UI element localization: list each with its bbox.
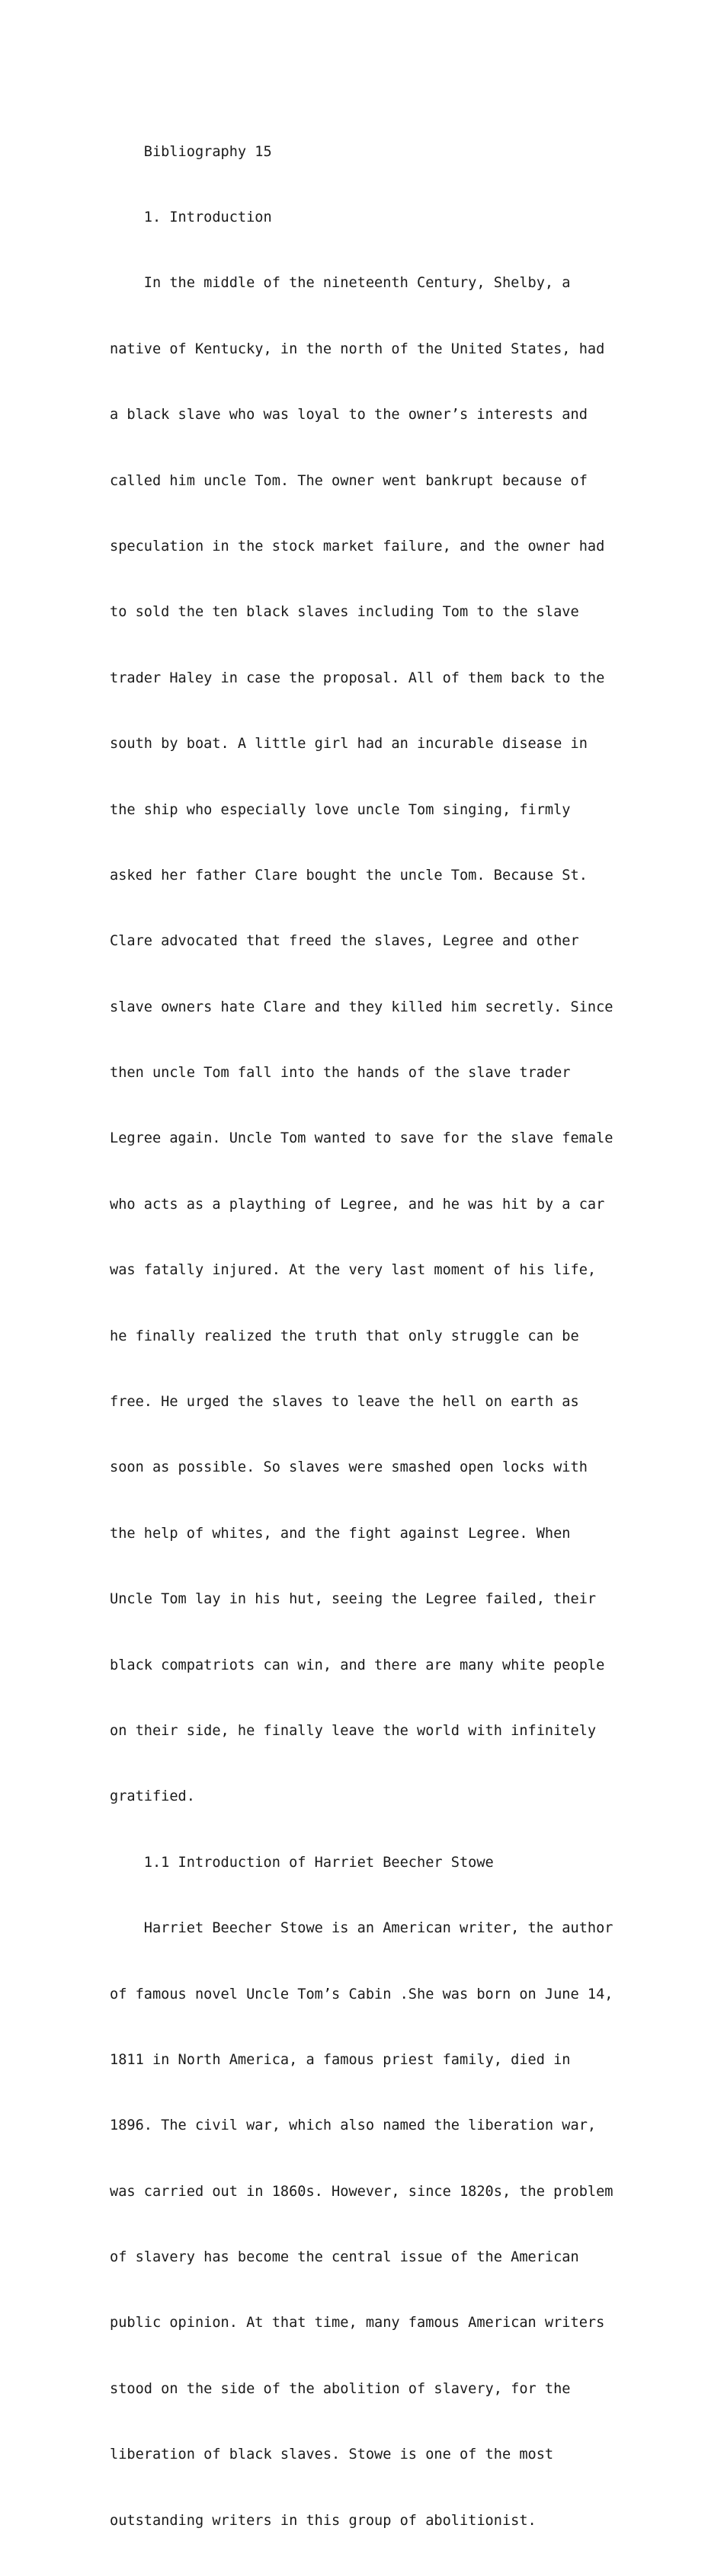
bibliography-heading: Bibliography 15 — [110, 143, 272, 160]
paragraph-line: who acts as a plaything of Legree, and he was hit by a car — [110, 1196, 605, 1213]
paragraph-line: outstanding writers in this group of abolitionist. — [110, 2512, 537, 2529]
paragraph-line: liberation of black slaves. Stowe is one of the most — [110, 2447, 554, 2463]
paragraph-line: he finally realized the truth that only struggle can be — [110, 1328, 579, 1344]
paragraph-line: public opinion. At that time, many famous American writers — [110, 2315, 605, 2332]
paragraph-line: Harriet Beecher Stowe is an American writer, the author — [110, 1920, 613, 1937]
paragraph-line: 1811 in North America, a famous priest family, died in — [110, 2051, 571, 2068]
paragraph-line: the help of whites, and the fight against Legree. When — [110, 1525, 571, 1542]
paragraph-line: was fatally injured. At the very last moment of his life, — [110, 1262, 597, 1279]
section-heading-introduction: 1. Introduction — [110, 209, 272, 225]
document-body — [110, 97, 620, 2576]
paragraph-line: called him uncle Tom. The owner went bankrupt because of — [110, 472, 588, 489]
paragraph-line: black compatriots can win, and there are many white people — [110, 1657, 605, 1673]
paragraph-line: Clare advocated that freed the slaves, Legree and other — [110, 933, 579, 950]
paragraph-line: to sold the ten black slaves including Tom to the slave — [110, 604, 579, 621]
paragraph-line: trader Haley in case the proposal. All of them back to the — [110, 670, 605, 686]
paragraph-line: soon as possible. So slaves were smashed open locks with — [110, 1459, 588, 1476]
paragraph-line: In the middle of the nineteenth Century, Shelby, a — [110, 275, 571, 292]
paragraph-line: Uncle Tom lay in his hut, seeing the Legree failed, their — [110, 1591, 597, 1608]
paragraph-line: of slavery has become the central issue of the American — [110, 2249, 579, 2266]
paragraph-line: then uncle Tom fall into the hands of the slave trader — [110, 1065, 571, 1082]
paragraph-line: 1896. The civil war, which also named the liberation war, — [110, 2117, 597, 2134]
paragraph-line: gratified. — [110, 1788, 195, 1805]
paragraph-line: asked her father Clare bought the uncle Tom. Because St. — [110, 867, 588, 884]
paragraph-line: stood on the side of the abolition of slavery, for the — [110, 2380, 571, 2397]
paragraph-line: of famous novel Uncle Tom’s Cabin .She was born on June 14, — [110, 1986, 613, 2002]
paragraph-line: was carried out in 1860s. However, since 1820s, the problem — [110, 2183, 613, 2200]
paragraph-line: native of Kentucky, in the north of the United States, had — [110, 340, 605, 357]
paragraph-line: speculation in the stock market failure, and the owner had — [110, 538, 605, 555]
section-heading-stowe: 1.1 Introduction of Harriet Beecher Stowe — [110, 1854, 494, 1871]
paragraph-line: on their side, he finally leave the world with infinitely — [110, 1722, 597, 1739]
paragraph-line: the ship who especially love uncle Tom singing, firmly — [110, 801, 571, 818]
paragraph-line: free. He urged the slaves to leave the hell on earth as — [110, 1394, 579, 1411]
paragraph-line: south by boat. A little girl had an incurable disease in — [110, 736, 588, 753]
paragraph-line: slave owners hate Clare and they killed him secretly. Since — [110, 999, 613, 1015]
paragraph-line: Legree again. Uncle Tom wanted to save for the slave female — [110, 1130, 613, 1147]
paragraph-line: a black slave who was loyal to the owner’s interests and — [110, 407, 588, 423]
